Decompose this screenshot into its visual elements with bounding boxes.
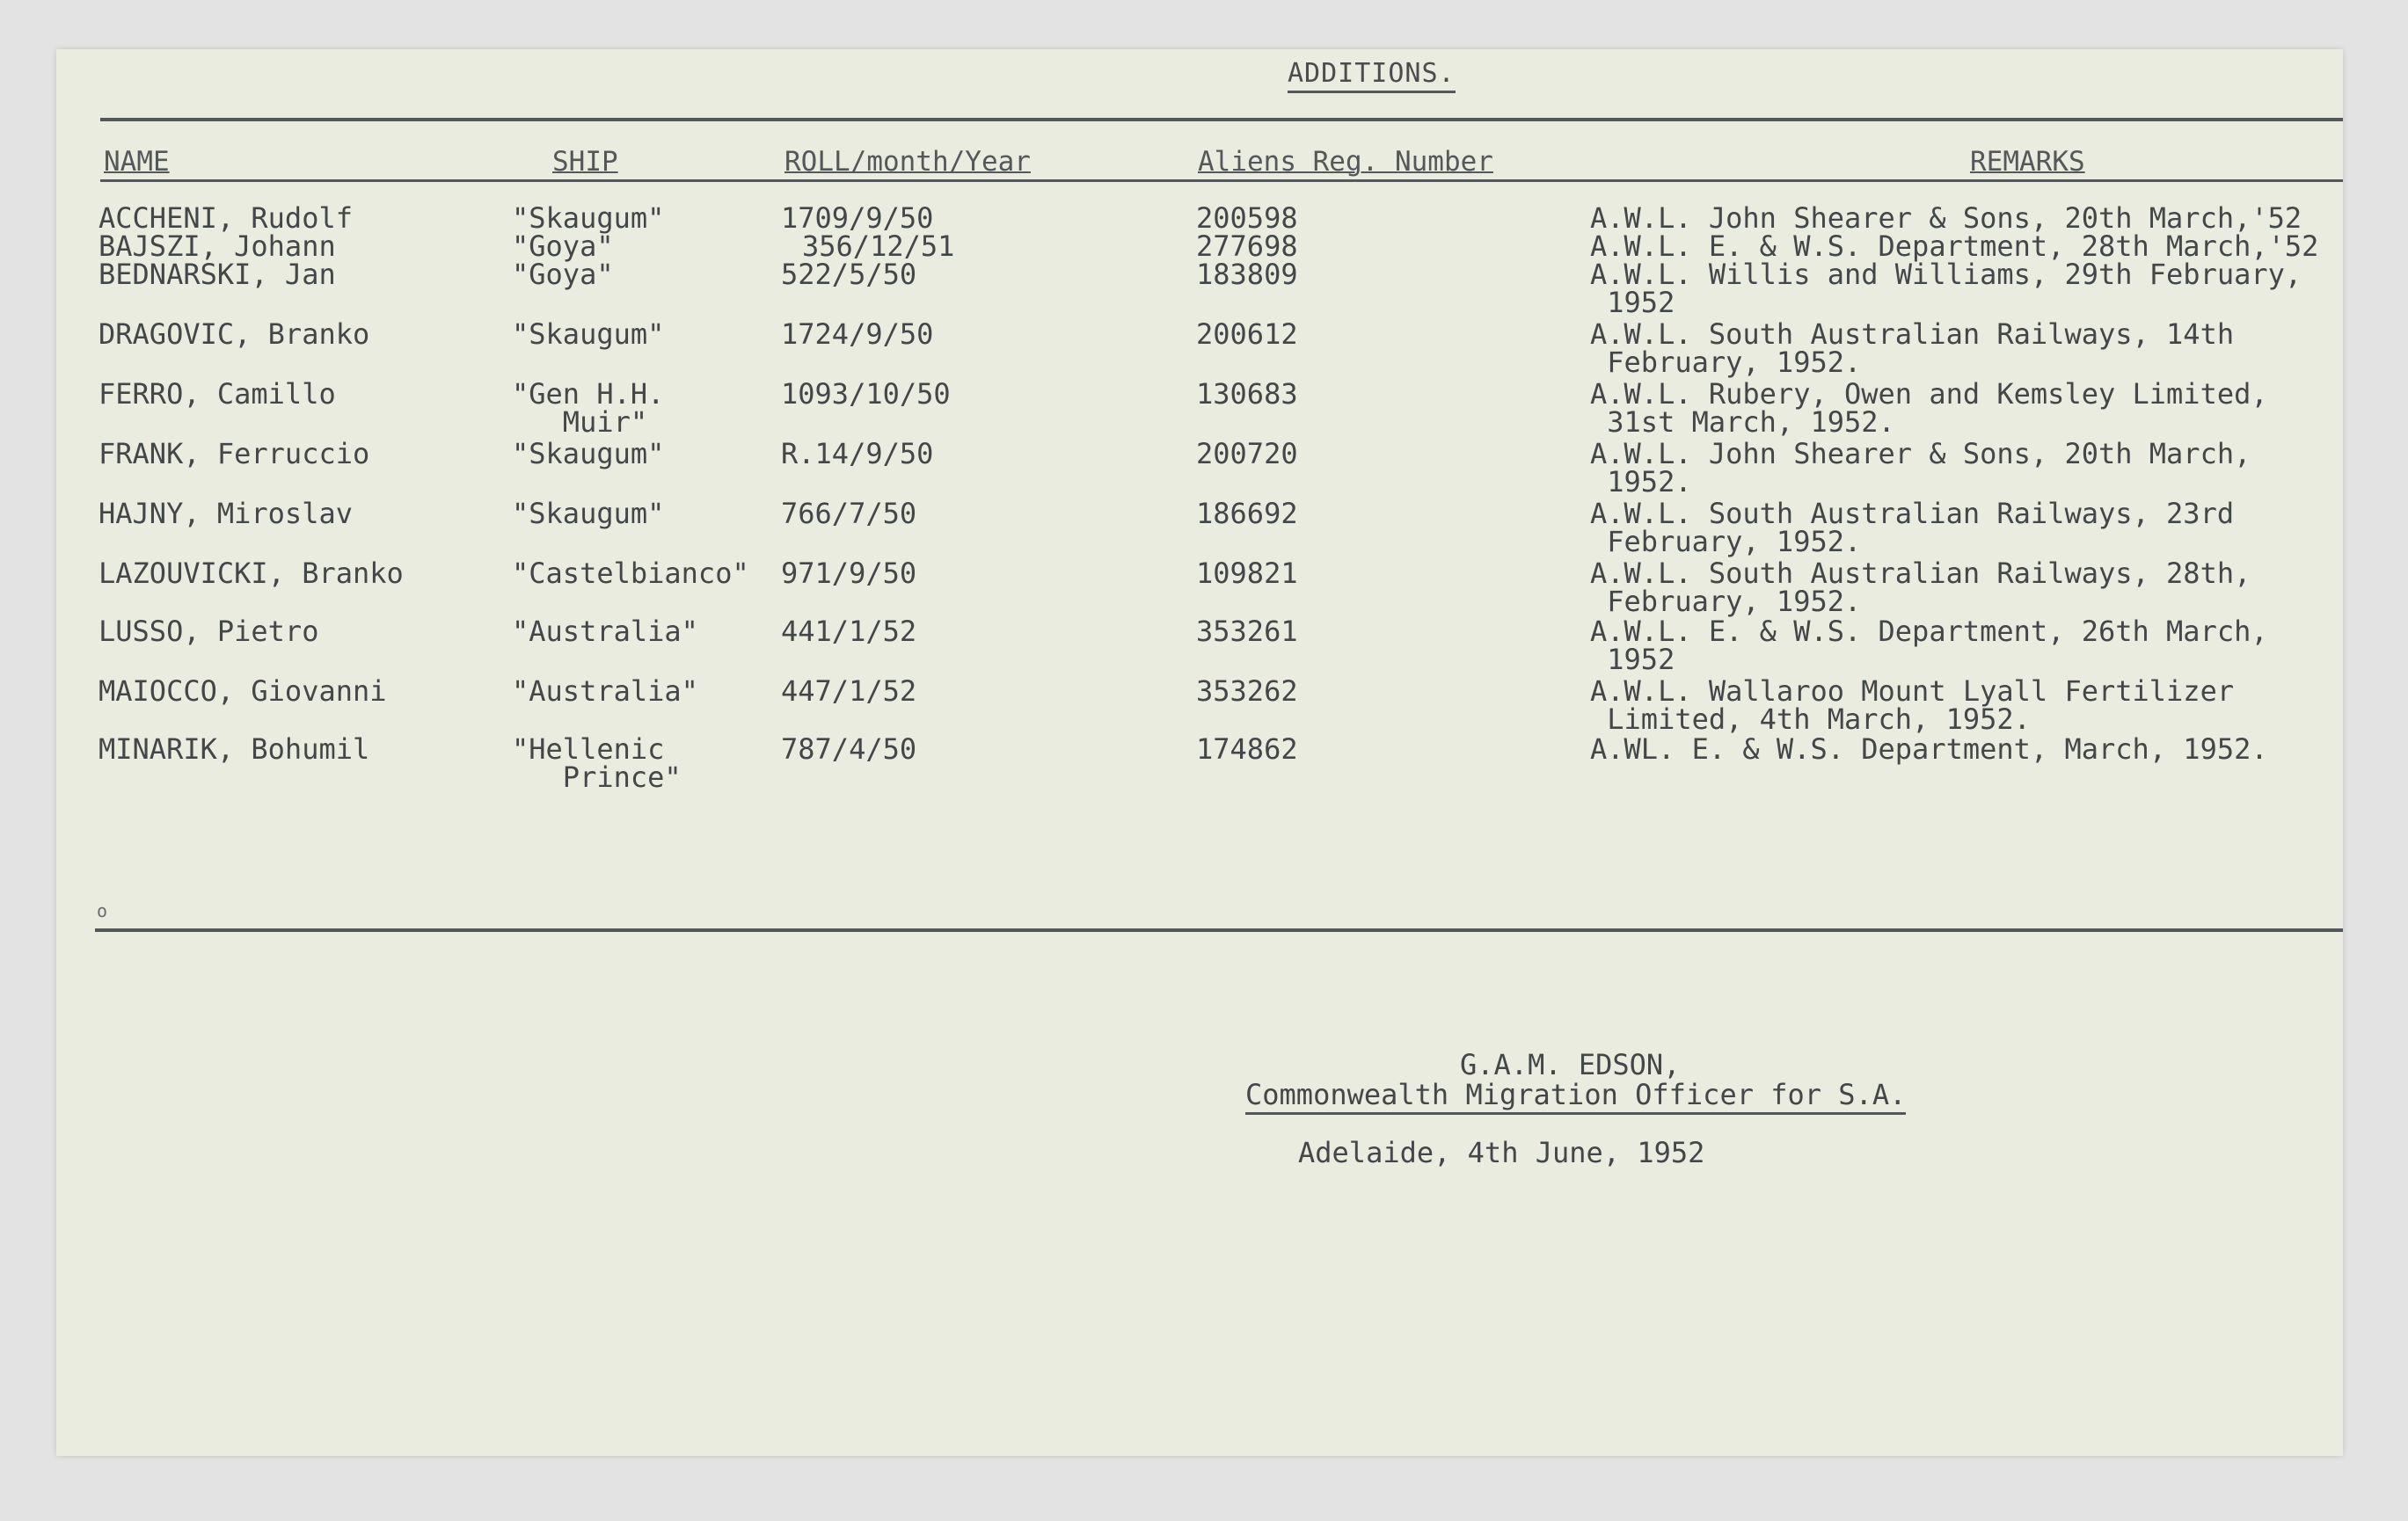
row-reg-cell: 200612: [1196, 317, 1298, 351]
row-name-cell: LUSSO, Pietro: [99, 615, 319, 648]
row-roll-cell: 522/5/50: [781, 258, 917, 291]
row-reg-cell: 200598: [1196, 201, 1298, 235]
row-name-cell: FERRO, Camillo: [99, 377, 336, 411]
row-ship-cell: "Hellenic Prince": [512, 732, 682, 794]
row-reg-cell: 109821: [1196, 557, 1298, 590]
row-roll-cell: 1093/10/50: [781, 377, 951, 411]
row-roll-cell: R.14/9/50: [781, 437, 934, 470]
row-ship-cell: "Goya": [512, 258, 614, 291]
place-date: Adelaide, 4th June, 1952: [1298, 1136, 1705, 1169]
row-ship-cell: "Gen H.H. Muir": [512, 377, 665, 439]
bottom-rule: [95, 928, 2343, 932]
row-ship-cell: "Australia": [512, 615, 698, 648]
row-ship-cell: "Castelbianco": [512, 557, 749, 590]
row-roll-cell: 447/1/52: [781, 674, 917, 708]
row-name-cell: MINARIK, Bohumil: [99, 732, 370, 766]
row-reg-cell: 186692: [1196, 497, 1298, 530]
row-roll-cell: 441/1/52: [781, 615, 917, 648]
row-name-cell: BAJSZI, Johann: [99, 229, 336, 263]
column-header-ship: SHIP: [552, 146, 618, 178]
row-reg-cell: 130683: [1196, 377, 1298, 411]
row-name-cell: HAJNY, Miroslav: [99, 497, 353, 530]
signatory-name: G.A.M. EDSON,: [1460, 1048, 1681, 1081]
row-name-cell: DRAGOVIC, Branko: [99, 317, 370, 351]
page-title: ADDITIONS.: [1288, 58, 1456, 93]
column-header-roll: ROLL/month/Year: [784, 146, 1031, 178]
footer-mark: o: [97, 900, 108, 921]
row-name-cell: BEDNARSKI, Jan: [99, 258, 336, 291]
row-remarks-cell: A.W.L. Rubery, Owen and Kemsley Limited, 31st March, 1952.: [1590, 377, 2268, 439]
row-roll-cell: 1709/9/50: [781, 201, 934, 235]
row-name-cell: LAZOUVICKI, Branko: [99, 557, 404, 590]
row-roll-cell: 787/4/50: [781, 732, 917, 766]
row-remarks-cell: A.W.L. John Shearer & Sons, 20th March,'52: [1590, 201, 2302, 235]
row-reg-cell: 183809: [1196, 258, 1298, 291]
header-rule: [100, 179, 2343, 182]
row-name-cell: MAIOCCO, Giovanni: [99, 674, 387, 708]
row-ship-cell: "Skaugum": [512, 201, 665, 235]
top-rule: [100, 118, 2343, 121]
row-roll-cell: 766/7/50: [781, 497, 917, 530]
signatory-title: Commonwealth Migration Officer for S.A.: [1245, 1078, 1906, 1115]
column-header-remarks: REMARKS: [1970, 146, 2085, 178]
row-remarks-cell: A.W.L. E. & W.S. Department, 28th March,'52: [1590, 229, 2319, 263]
row-remarks-cell: A.W.L. Wallaroo Mount Lyall Fertilizer Limited, 4th March, 1952.: [1590, 674, 2235, 736]
row-remarks-cell: A.W.L. South Australian Railways, 14th February, 1952.: [1590, 317, 2235, 379]
row-reg-cell: 353262: [1196, 674, 1298, 708]
row-ship-cell: "Skaugum": [512, 437, 665, 470]
row-ship-cell: "Skaugum": [512, 317, 665, 351]
column-header-reg: Aliens Reg. Number: [1198, 146, 1493, 178]
row-remarks-cell: A.WL. E. & W.S. Department, March, 1952.: [1590, 732, 2268, 766]
row-roll-cell: 356/12/51: [802, 229, 955, 263]
row-remarks-cell: A.W.L. Willis and Williams, 29th February, 1952: [1590, 258, 2302, 319]
row-remarks-cell: A.W.L. E. & W.S. Department, 26th March, 1952: [1590, 615, 2268, 676]
row-name-cell: ACCHENI, Rudolf: [99, 201, 353, 235]
row-reg-cell: 277698: [1196, 229, 1298, 263]
row-roll-cell: 1724/9/50: [781, 317, 934, 351]
row-ship-cell: "Goya": [512, 229, 614, 263]
row-reg-cell: 200720: [1196, 437, 1298, 470]
column-header-name: NAME: [104, 146, 170, 178]
row-roll-cell: 971/9/50: [781, 557, 917, 590]
row-remarks-cell: A.W.L. South Australian Railways, 28th, February, 1952.: [1590, 557, 2251, 618]
row-ship-cell: "Australia": [512, 674, 698, 708]
row-reg-cell: 174862: [1196, 732, 1298, 766]
row-name-cell: FRANK, Ferruccio: [99, 437, 370, 470]
row-remarks-cell: A.W.L. South Australian Railways, 23rd February, 1952.: [1590, 497, 2235, 558]
row-ship-cell: "Skaugum": [512, 497, 665, 530]
row-reg-cell: 353261: [1196, 615, 1298, 648]
row-remarks-cell: A.W.L. John Shearer & Sons, 20th March, 1952.: [1590, 437, 2251, 499]
